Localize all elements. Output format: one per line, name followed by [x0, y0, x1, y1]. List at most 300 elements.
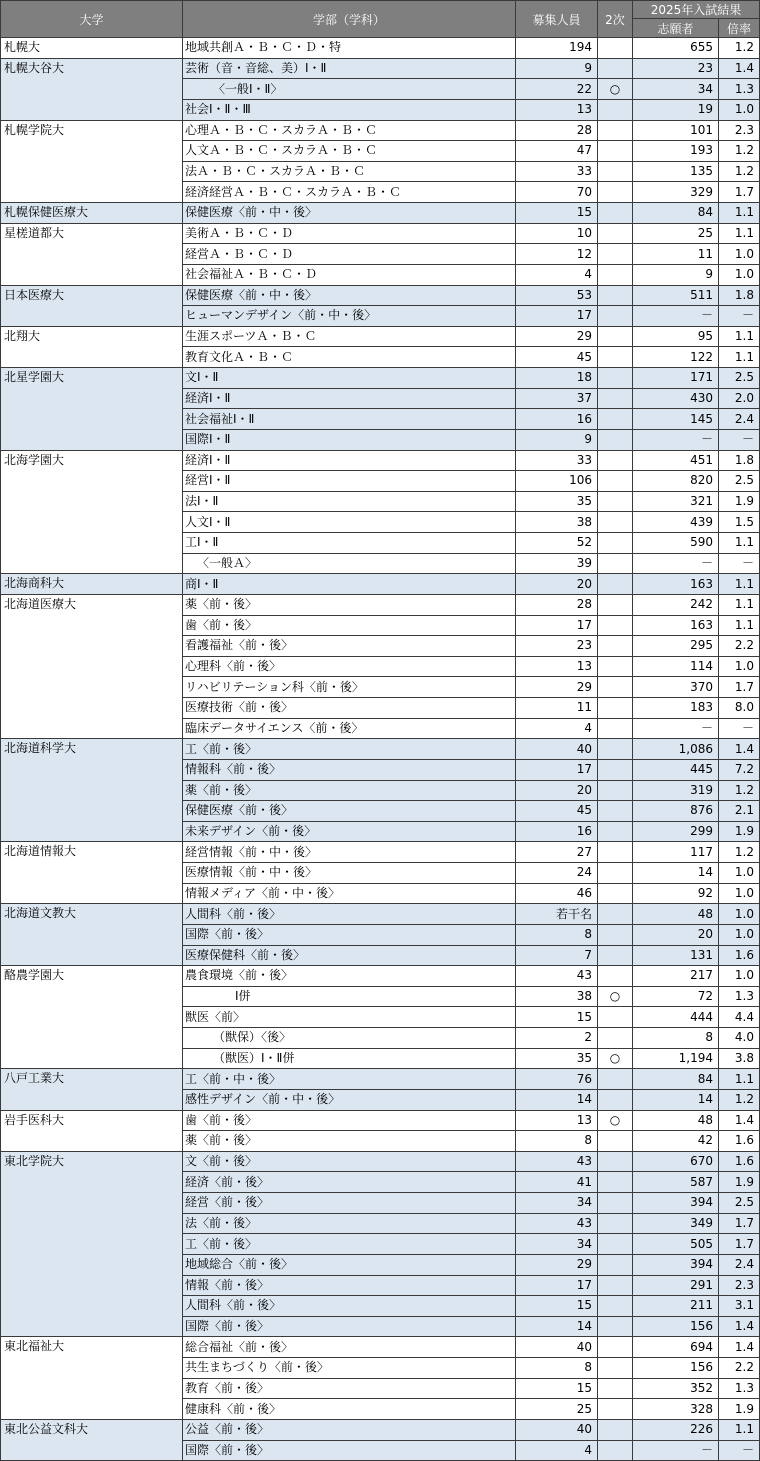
- applicants-value: 48: [633, 904, 719, 925]
- table-row: [1, 58, 760, 79]
- capacity-value: 20: [516, 780, 598, 801]
- second-stage-mark: [598, 429, 633, 450]
- second-stage-mark: [598, 306, 633, 327]
- faculty-name: 文Ⅰ・Ⅱ: [183, 368, 516, 389]
- university-name: 札幌保健医療大: [1, 203, 183, 224]
- second-stage-mark: [598, 1316, 633, 1337]
- faculty-name: 医療保健科〈前・後〉: [183, 945, 516, 966]
- capacity-value: 16: [516, 821, 598, 842]
- second-stage-mark: [598, 141, 633, 162]
- table-row: [1, 904, 760, 925]
- applicants-value: 19: [633, 99, 719, 120]
- faculty-name: 地域総合〈前・後〉: [183, 1254, 516, 1275]
- capacity-value: 23: [516, 636, 598, 657]
- faculty-name: 地域共創Ａ・Ｂ・Ｃ・Ｄ・特: [183, 38, 516, 59]
- ratio-value: 1.1: [719, 1069, 760, 1090]
- capacity-value: 25: [516, 1399, 598, 1420]
- capacity-value: 45: [516, 801, 598, 822]
- applicants-value: 48: [633, 1110, 719, 1131]
- second-stage-mark: [598, 471, 633, 492]
- table-row: [1, 38, 760, 59]
- second-stage-mark: [598, 698, 633, 719]
- faculty-name: 工〈前・後〉: [183, 1234, 516, 1255]
- applicants-value: 217: [633, 966, 719, 987]
- second-stage-mark: [598, 821, 633, 842]
- applicants-value: 84: [633, 203, 719, 224]
- ratio-value: 1.7: [719, 1234, 760, 1255]
- university-name: 酪農学園大: [1, 966, 183, 1069]
- ratio-value: 1.2: [719, 161, 760, 182]
- capacity-value: 8: [516, 1358, 598, 1379]
- ratio-value: 8.0: [719, 698, 760, 719]
- ratio-value: 1.8: [719, 285, 760, 306]
- capacity-value: 43: [516, 1151, 598, 1172]
- faculty-name: 生涯スポーツＡ・Ｂ・Ｃ: [183, 326, 516, 347]
- ratio-value: 1.6: [719, 1131, 760, 1152]
- table-row: [1, 739, 760, 760]
- applicants-value: 163: [633, 615, 719, 636]
- second-stage-mark: [598, 203, 633, 224]
- faculty-name: 総合福祉〈前・後〉: [183, 1337, 516, 1358]
- applicants-value: 329: [633, 182, 719, 203]
- second-stage-mark: [598, 759, 633, 780]
- capacity-value: 17: [516, 306, 598, 327]
- applicants-value: 8: [633, 1028, 719, 1049]
- applicants-value: －: [633, 718, 719, 739]
- ratio-value: 1.1: [719, 347, 760, 368]
- ratio-value: 1.9: [719, 821, 760, 842]
- applicants-value: 131: [633, 945, 719, 966]
- applicants-value: 101: [633, 120, 719, 141]
- second-stage-mark: [598, 244, 633, 265]
- capacity-value: 38: [516, 512, 598, 533]
- applicants-value: 163: [633, 574, 719, 595]
- second-stage-mark: [598, 38, 633, 59]
- second-stage-mark: [598, 594, 633, 615]
- faculty-name: 〈一般Ⅰ・Ⅱ〉: [183, 79, 516, 100]
- faculty-name: 国際〈前・後〉: [183, 924, 516, 945]
- applicants-value: 444: [633, 1007, 719, 1028]
- second-stage-mark: [598, 780, 633, 801]
- applicants-value: 193: [633, 141, 719, 162]
- applicants-value: 876: [633, 801, 719, 822]
- ratio-value: 1.0: [719, 264, 760, 285]
- applicants-value: 505: [633, 1234, 719, 1255]
- capacity-value: 29: [516, 1254, 598, 1275]
- second-stage-mark: [598, 1193, 633, 1214]
- faculty-name: 情報科〈前・後〉: [183, 759, 516, 780]
- faculty-name: 社会Ⅰ・Ⅱ・Ⅲ: [183, 99, 516, 120]
- ratio-value: 1.1: [719, 533, 760, 554]
- ratio-value: 1.9: [719, 491, 760, 512]
- faculty-name: 看護福祉〈前・後〉: [183, 636, 516, 657]
- table-row: [1, 842, 760, 863]
- faculty-name: 文〈前・後〉: [183, 1151, 516, 1172]
- second-stage-mark: [598, 182, 633, 203]
- ratio-value: 1.4: [719, 739, 760, 760]
- faculty-name: 工〈前・中・後〉: [183, 1069, 516, 1090]
- applicants-value: 226: [633, 1419, 719, 1440]
- capacity-value: 28: [516, 120, 598, 141]
- ratio-value: 3.1: [719, 1296, 760, 1317]
- university-name: 北海学園大: [1, 450, 183, 574]
- second-stage-mark: [598, 574, 633, 595]
- capacity-value: 35: [516, 491, 598, 512]
- university-name: 北海商科大: [1, 574, 183, 595]
- ratio-value: 2.5: [719, 1193, 760, 1214]
- second-stage-mark: [598, 120, 633, 141]
- applicants-value: 34: [633, 79, 719, 100]
- capacity-value: 13: [516, 1110, 598, 1131]
- ratio-value: 1.8: [719, 450, 760, 471]
- applicants-value: －: [633, 1440, 719, 1461]
- ratio-value: 2.1: [719, 801, 760, 822]
- capacity-value: 9: [516, 429, 598, 450]
- faculty-name: 健康科〈前・後〉: [183, 1399, 516, 1420]
- ratio-value: 1.1: [719, 203, 760, 224]
- faculty-name: 経済Ⅰ・Ⅱ: [183, 388, 516, 409]
- ratio-value: 1.1: [719, 615, 760, 636]
- header-second-stage: 2次: [598, 1, 633, 38]
- faculty-name: リハビリテーション科〈前・後〉: [183, 677, 516, 698]
- faculty-name: 経営情報〈前・中・後〉: [183, 842, 516, 863]
- capacity-value: 16: [516, 409, 598, 430]
- second-stage-mark: [598, 368, 633, 389]
- ratio-value: 1.9: [719, 1399, 760, 1420]
- faculty-name: 商Ⅰ・Ⅱ: [183, 574, 516, 595]
- ratio-value: 1.3: [719, 986, 760, 1007]
- capacity-value: 40: [516, 1419, 598, 1440]
- faculty-name: 農食環境〈前・後〉: [183, 966, 516, 987]
- second-stage-mark: [598, 223, 633, 244]
- table-row: [1, 1069, 760, 1090]
- applicants-value: 820: [633, 471, 719, 492]
- ratio-value: －: [719, 553, 760, 574]
- ratio-value: 1.4: [719, 1316, 760, 1337]
- faculty-name: 工〈前・後〉: [183, 739, 516, 760]
- applicants-value: 42: [633, 1131, 719, 1152]
- applicants-value: 84: [633, 1069, 719, 1090]
- university-name: 八戸工業大: [1, 1069, 183, 1110]
- second-stage-mark: [598, 863, 633, 884]
- faculty-name: 人文Ａ・Ｂ・Ｃ・スカラＡ・Ｂ・Ｃ: [183, 141, 516, 162]
- second-stage-mark: [598, 1089, 633, 1110]
- second-stage-mark: [598, 1337, 633, 1358]
- capacity-value: 45: [516, 347, 598, 368]
- applicants-value: 156: [633, 1316, 719, 1337]
- faculty-name: 歯〈前・後〉: [183, 615, 516, 636]
- faculty-name: （獣保）〈後〉: [183, 1028, 516, 1049]
- second-stage-mark: [598, 99, 633, 120]
- ratio-value: 1.2: [719, 842, 760, 863]
- capacity-value: 14: [516, 1316, 598, 1337]
- applicants-value: 122: [633, 347, 719, 368]
- faculty-name: 人間科〈前・後〉: [183, 904, 516, 925]
- capacity-value: 29: [516, 326, 598, 347]
- second-stage-mark: [598, 326, 633, 347]
- capacity-value: 35: [516, 1048, 598, 1069]
- applicants-value: 114: [633, 656, 719, 677]
- capacity-value: 70: [516, 182, 598, 203]
- university-name: 北海道文教大: [1, 904, 183, 966]
- capacity-value: 8: [516, 1131, 598, 1152]
- table-row: [1, 285, 760, 306]
- applicants-value: 370: [633, 677, 719, 698]
- applicants-value: 9: [633, 264, 719, 285]
- applicants-value: 299: [633, 821, 719, 842]
- faculty-name: 獣医〈前〉: [183, 1007, 516, 1028]
- table-row: [1, 120, 760, 141]
- second-stage-mark: [598, 388, 633, 409]
- faculty-name: 国際Ⅰ・Ⅱ: [183, 429, 516, 450]
- second-stage-mark: [598, 1007, 633, 1028]
- applicants-value: 72: [633, 986, 719, 1007]
- faculty-name: 経営Ａ・Ｂ・Ｃ・Ｄ: [183, 244, 516, 265]
- ratio-value: 1.9: [719, 1172, 760, 1193]
- second-stage-mark: [598, 718, 633, 739]
- header-applicants: 志願者: [633, 19, 719, 38]
- applicants-value: 1,086: [633, 739, 719, 760]
- capacity-value: 52: [516, 533, 598, 554]
- faculty-name: （獣医）Ⅰ・Ⅱ併: [183, 1048, 516, 1069]
- ratio-value: 2.2: [719, 636, 760, 657]
- university-name: 北翔大: [1, 326, 183, 367]
- second-stage-mark: [598, 58, 633, 79]
- capacity-value: 4: [516, 264, 598, 285]
- ratio-value: 1.2: [719, 1089, 760, 1110]
- ratio-value: 1.1: [719, 1419, 760, 1440]
- ratio-value: 1.4: [719, 1337, 760, 1358]
- applicants-value: 352: [633, 1378, 719, 1399]
- second-stage-mark: [598, 883, 633, 904]
- ratio-value: 1.4: [719, 58, 760, 79]
- second-stage-mark: [598, 656, 633, 677]
- header-faculty: 学部（学科）: [183, 1, 516, 38]
- faculty-name: 感性デザイン〈前・中・後〉: [183, 1089, 516, 1110]
- applicants-value: 295: [633, 636, 719, 657]
- ratio-value: 1.1: [719, 574, 760, 595]
- capacity-value: 14: [516, 1089, 598, 1110]
- second-stage-mark: [598, 553, 633, 574]
- applicants-value: 135: [633, 161, 719, 182]
- applicants-value: 145: [633, 409, 719, 430]
- capacity-value: 18: [516, 368, 598, 389]
- second-stage-mark: [598, 1131, 633, 1152]
- capacity-value: 20: [516, 574, 598, 595]
- ratio-value: 2.0: [719, 388, 760, 409]
- second-stage-mark: [598, 450, 633, 471]
- ratio-value: －: [719, 429, 760, 450]
- applicants-value: 242: [633, 594, 719, 615]
- applicants-value: 14: [633, 863, 719, 884]
- ratio-value: 4.4: [719, 1007, 760, 1028]
- ratio-value: 1.2: [719, 38, 760, 59]
- ratio-value: －: [719, 306, 760, 327]
- ratio-value: 2.3: [719, 120, 760, 141]
- ratio-value: 2.5: [719, 368, 760, 389]
- ratio-value: －: [719, 718, 760, 739]
- table-row: [1, 368, 760, 389]
- applicants-value: 20: [633, 924, 719, 945]
- capacity-value: 47: [516, 141, 598, 162]
- ratio-value: 1.5: [719, 512, 760, 533]
- capacity-value: 15: [516, 203, 598, 224]
- second-stage-mark: ○: [598, 79, 633, 100]
- applicants-value: 670: [633, 1151, 719, 1172]
- second-stage-mark: [598, 409, 633, 430]
- second-stage-mark: [598, 1358, 633, 1379]
- table-row: [1, 326, 760, 347]
- header-university: 大学: [1, 1, 183, 38]
- ratio-value: 7.2: [719, 759, 760, 780]
- faculty-name: 公益〈前・後〉: [183, 1419, 516, 1440]
- second-stage-mark: [598, 1419, 633, 1440]
- ratio-value: 1.7: [719, 677, 760, 698]
- ratio-value: 1.0: [719, 966, 760, 987]
- table-row: [1, 1337, 760, 1358]
- capacity-value: 12: [516, 244, 598, 265]
- second-stage-mark: [598, 1296, 633, 1317]
- capacity-value: 2: [516, 1028, 598, 1049]
- faculty-name: 共生まちづくり〈前・後〉: [183, 1358, 516, 1379]
- applicants-value: 321: [633, 491, 719, 512]
- applicants-value: 319: [633, 780, 719, 801]
- second-stage-mark: [598, 264, 633, 285]
- faculty-name: 法〈前・後〉: [183, 1213, 516, 1234]
- capacity-value: 17: [516, 1275, 598, 1296]
- university-name: 北海道情報大: [1, 842, 183, 904]
- faculty-name: 教育〈前・後〉: [183, 1378, 516, 1399]
- second-stage-mark: [598, 161, 633, 182]
- ratio-value: 1.1: [719, 223, 760, 244]
- capacity-value: 13: [516, 656, 598, 677]
- faculty-name: 心理Ａ・Ｂ・Ｃ・スカラＡ・Ｂ・Ｃ: [183, 120, 516, 141]
- applicants-value: 183: [633, 698, 719, 719]
- ratio-value: 2.3: [719, 1275, 760, 1296]
- ratio-value: 1.0: [719, 924, 760, 945]
- applicants-value: 430: [633, 388, 719, 409]
- faculty-name: 芸術（音・音総、美）Ⅰ・Ⅱ: [183, 58, 516, 79]
- faculty-name: 歯〈前・後〉: [183, 1110, 516, 1131]
- applicants-value: 1,194: [633, 1048, 719, 1069]
- faculty-name: 医療技術〈前・後〉: [183, 698, 516, 719]
- capacity-value: 7: [516, 945, 598, 966]
- ratio-value: 1.6: [719, 945, 760, 966]
- second-stage-mark: [598, 842, 633, 863]
- ratio-value: 1.0: [719, 883, 760, 904]
- table-row: [1, 966, 760, 987]
- capacity-value: 34: [516, 1193, 598, 1214]
- capacity-value: 若干名: [516, 904, 598, 925]
- second-stage-mark: [598, 677, 633, 698]
- ratio-value: 2.4: [719, 409, 760, 430]
- ratio-value: 1.0: [719, 904, 760, 925]
- university-name: 札幌大谷大: [1, 58, 183, 120]
- faculty-name: 経済経営Ａ・Ｂ・Ｃ・スカラＡ・Ｂ・Ｃ: [183, 182, 516, 203]
- faculty-name: 社会福祉Ａ・Ｂ・Ｃ・Ｄ: [183, 264, 516, 285]
- capacity-value: 40: [516, 1337, 598, 1358]
- table-row: [1, 450, 760, 471]
- second-stage-mark: [598, 966, 633, 987]
- capacity-value: 15: [516, 1296, 598, 1317]
- capacity-value: 8: [516, 924, 598, 945]
- faculty-name: 〈一般Ａ〉: [183, 553, 516, 574]
- ratio-value: 3.8: [719, 1048, 760, 1069]
- table-body: [1, 38, 760, 1461]
- header-results-group: 2025年入試結果: [633, 1, 760, 19]
- capacity-value: 37: [516, 388, 598, 409]
- capacity-value: 106: [516, 471, 598, 492]
- capacity-value: 33: [516, 161, 598, 182]
- faculty-name: 法Ⅰ・Ⅱ: [183, 491, 516, 512]
- faculty-name: 薬〈前・後〉: [183, 1131, 516, 1152]
- ratio-value: 1.2: [719, 141, 760, 162]
- faculty-name: 保健医療〈前・中・後〉: [183, 285, 516, 306]
- header-capacity: 募集人員: [516, 1, 598, 38]
- second-stage-mark: [598, 1254, 633, 1275]
- second-stage-mark: ○: [598, 1048, 633, 1069]
- capacity-value: 39: [516, 553, 598, 574]
- university-name: 北海道医療大: [1, 594, 183, 738]
- university-name: 岩手医科大: [1, 1110, 183, 1151]
- second-stage-mark: [598, 1399, 633, 1420]
- ratio-value: 1.7: [719, 182, 760, 203]
- second-stage-mark: ○: [598, 1110, 633, 1131]
- second-stage-mark: [598, 347, 633, 368]
- ratio-value: 2.4: [719, 1254, 760, 1275]
- second-stage-mark: [598, 1234, 633, 1255]
- applicants-value: －: [633, 429, 719, 450]
- applicants-value: 590: [633, 533, 719, 554]
- applicants-value: 694: [633, 1337, 719, 1358]
- capacity-value: 24: [516, 863, 598, 884]
- ratio-value: 1.2: [719, 780, 760, 801]
- ratio-value: 2.2: [719, 1358, 760, 1379]
- second-stage-mark: [598, 1069, 633, 1090]
- faculty-name: 法Ａ・Ｂ・Ｃ・スカラＡ・Ｂ・Ｃ: [183, 161, 516, 182]
- second-stage-mark: [598, 924, 633, 945]
- capacity-value: 29: [516, 677, 598, 698]
- table-row: [1, 1110, 760, 1131]
- capacity-value: 38: [516, 986, 598, 1007]
- second-stage-mark: [598, 1378, 633, 1399]
- capacity-value: 53: [516, 285, 598, 306]
- applicants-value: 14: [633, 1089, 719, 1110]
- table-row: [1, 203, 760, 224]
- second-stage-mark: [598, 533, 633, 554]
- applicants-value: 394: [633, 1193, 719, 1214]
- ratio-value: －: [719, 1440, 760, 1461]
- table-row: [1, 223, 760, 244]
- ratio-value: 1.0: [719, 99, 760, 120]
- capacity-value: 13: [516, 99, 598, 120]
- capacity-value: 11: [516, 698, 598, 719]
- faculty-name: 経済Ⅰ・Ⅱ: [183, 450, 516, 471]
- applicants-value: 211: [633, 1296, 719, 1317]
- applicants-value: 117: [633, 842, 719, 863]
- ratio-value: 1.1: [719, 594, 760, 615]
- faculty-name: 人文Ⅰ・Ⅱ: [183, 512, 516, 533]
- second-stage-mark: [598, 491, 633, 512]
- faculty-name: 人間科〈前・後〉: [183, 1296, 516, 1317]
- second-stage-mark: [598, 1028, 633, 1049]
- university-name: 東北学院大: [1, 1151, 183, 1337]
- second-stage-mark: [598, 636, 633, 657]
- applicants-value: 23: [633, 58, 719, 79]
- header-ratio: 倍率: [719, 19, 760, 38]
- faculty-name: 心理科〈前・後〉: [183, 656, 516, 677]
- university-name: 北海道科学大: [1, 739, 183, 842]
